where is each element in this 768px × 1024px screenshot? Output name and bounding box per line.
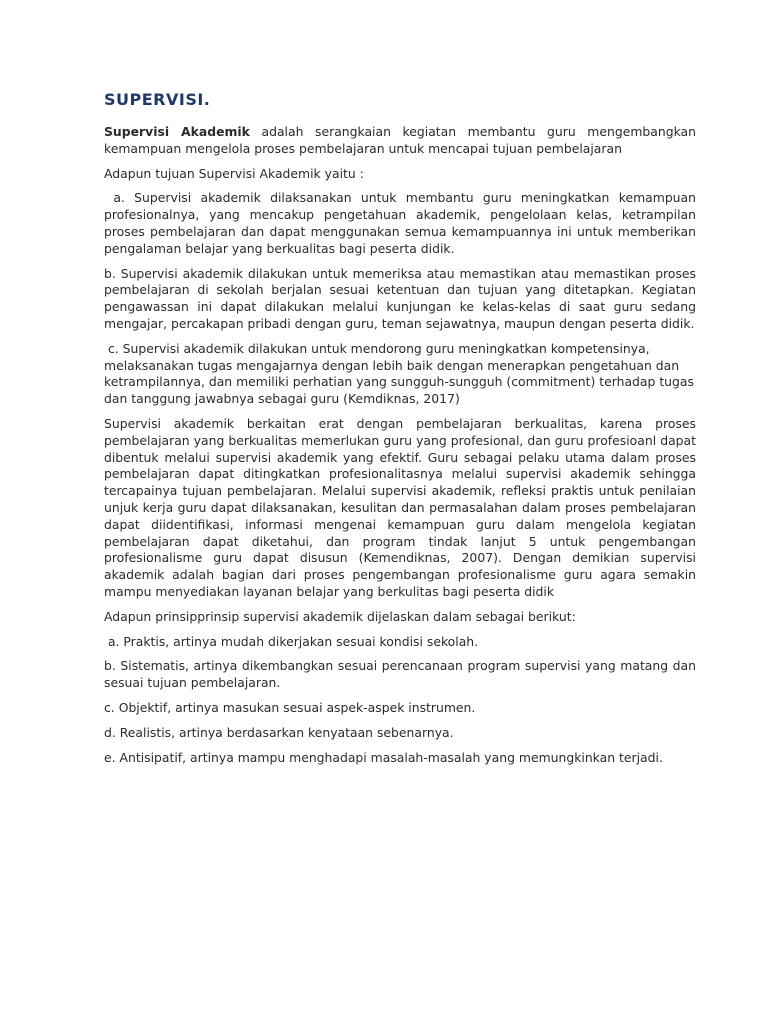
body-paragraph: Supervisi akademik berkaitan erat dengan pembelajaran berkualitas, karena proses pembelajaran yang berkualitas memerlukan guru yang profesional, dan guru profesioanl dapat dibentuk melalui supervisi akademik yang efektif. Guru sebagai pelaku utama dalam proses pembelajaran dapat ditingkatkan profesionalitasnya melalui supervisi akademik sehingga tercapainya tujuan pembelajaran. Melalui supervisi akademik, refleksi praktis untuk penilaian unjuk kerja guru dapat dilaksanakan, kesulitan dan permasalahan dalam proses pembelajaran dapat diidentifikasi, informasi mengenai kemampuan guru dalam mengelola kegiatan pembelajaran dapat diketahui, dan program tindak lanjut 5 untuk pengembangan profesionalisme guru dapat disusun (Kemendiknas, 2007). Dengan demikian supervisi akademik adalah bagian dari proses pengembangan profesionalisme guru agara semakin mampu menyediakan layanan belajar yang berkulitas bagi peserta didik bbox=[104, 415, 696, 599]
prinsip-item-e: e. Antisipatif, artinya mampu menghadapi masalah-masalah yang memungkinkan terjadi. bbox=[104, 749, 663, 765]
intro-text: adalah serangkaian kegiatan membantu guru mengembangkan kemampuan mengelola proses pembelajaran untuk mencapai tujuan pembelajaran bbox=[104, 124, 696, 156]
tujuan-item-a: a. Supervisi akademik dilaksanakan untuk membantu guru meningkatkan kemampuan profesionalnya, yang mencakup pengetahuan akademik, pengelolaan kelas, ketrampilan proses pembelajaran dan dapat menggunakan semua kemampuannya ini untuk memberikan pengalaman belajar yang berkualitas bagi peserta didik. bbox=[104, 190, 700, 256]
prinsip-item-d: d. Realistis, artinya berdasarkan kenyataan sebenarnya. bbox=[104, 724, 454, 740]
tujuan-heading: Adapun tujuan Supervisi Akademik yaitu : bbox=[104, 165, 364, 181]
intro-paragraph bbox=[104, 124, 696, 158]
prinsip-item-b: b. Sistematis, artinya dikembangkan sesuai perencanaan program supervisi yang matang dan sesuai tujuan pembelajaran. bbox=[104, 658, 696, 691]
page-title: SUPERVISI. bbox=[104, 90, 211, 109]
tujuan-item-c: c. Supervisi akademik dilakukan untuk mendorong guru meningkatkan kompetensinya, melaksanakan tugas mengajarnya dengan lebih baik dengan menerapkan pengetahuan dan ketrampilannya, dan memiliki perhatian yang sungguh-sungguh (commitment) terhadap tugas dan tanggung jawabnya sebagai guru (Kemdiknas, 2017) bbox=[104, 340, 698, 407]
intro-term: Supervisi Akademik bbox=[104, 124, 250, 139]
prinsip-heading: Adapun prinsipprinsip supervisi akademik dijelaskan dalam sebagai berikut: bbox=[104, 608, 576, 624]
prinsip-item-a: a. Praktis, artinya mudah dikerjakan sesuai kondisi sekolah. bbox=[104, 633, 479, 649]
tujuan-item-b: b. Supervisi akademik dilakukan untuk memeriksa atau memastikan atau memastikan proses pembelajaran di sekolah berjalan sesuai ketentuan dan tujuan yang ditetapkan. Kegiatan pengawassan ini dapat dilakukan melalui kunjungan ke kelas-kelas di saat guru sedang mengajar, percakapan pribadi dengan guru, teman sejawatnya, maupun dengan peserta didik. bbox=[104, 265, 696, 331]
prinsip-item-c: c. Objektif, artinya masukan sesuai aspek-aspek instrumen. bbox=[104, 699, 476, 715]
